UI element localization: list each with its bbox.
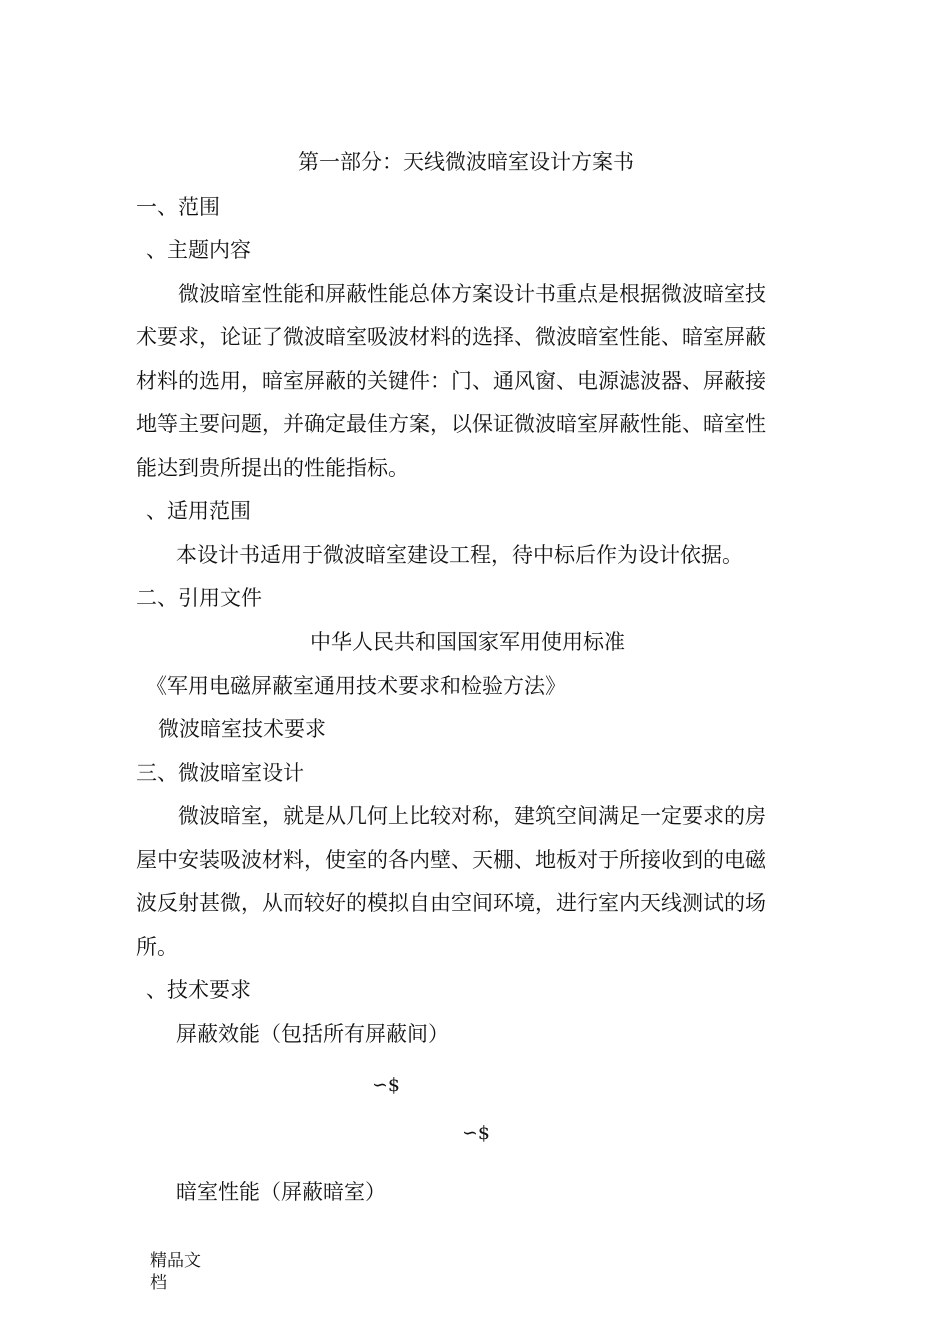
footer-text-line2: 档 — [150, 1273, 167, 1293]
symbol-line: ∽$ — [372, 1074, 401, 1096]
shielding-label: 屏蔽效能（包括所有屏蔽间） — [176, 1022, 449, 1046]
subsection-3-1-heading: 、技术要求 — [146, 978, 251, 1002]
section-2-heading: 二、引用文件 — [136, 586, 262, 610]
symbol-line: ∽$ — [462, 1122, 491, 1144]
standard-item: 微波暗室技术要求 — [158, 717, 326, 741]
section-3-heading: 三、微波暗室设计 — [136, 761, 304, 785]
paragraph-line: 材料的选用，暗室屏蔽的关键件：门、通风窗、电源滤波器、屏蔽接 — [136, 369, 766, 393]
standard-title: 中华人民共和国国家军用使用标准 — [310, 630, 625, 654]
doc-title: 第一部分：天线微波暗室设计方案书 — [298, 150, 634, 174]
paragraph-line: 能达到贵所提出的性能指标。 — [136, 456, 409, 480]
paragraph-line: 术要求，论证了微波暗室吸波材料的选择、微波暗室性能、暗室屏蔽 — [136, 325, 766, 349]
paragraph-line: 本设计书适用于微波暗室建设工程，待中标后作为设计依据。 — [176, 543, 743, 567]
subsection-1-2-heading: 、适用范围 — [146, 499, 251, 523]
paragraph-line: 微波暗室，就是从几何上比较对称，建筑空间满足一定要求的房 — [178, 804, 766, 828]
paragraph-line: 屋中安装吸波材料，使室的各内壁、天棚、地板对于所接收到的电磁 — [136, 848, 766, 872]
chamber-performance-label: 暗室性能（屏蔽暗室） — [176, 1180, 386, 1204]
footer-text-line1: 精品文 — [150, 1251, 201, 1271]
paragraph-line: 地等主要问题，并确定最佳方案，以保证微波暗室屏蔽性能、暗室性 — [136, 412, 766, 436]
section-1-heading: 一、范围 — [136, 195, 220, 219]
standard-name: 《军用电磁屏蔽室通用技术要求和检验方法》 — [146, 674, 566, 698]
paragraph-line: 波反射甚微，从而较好的模拟自由空间环境，进行室内天线测试的场 — [136, 891, 766, 915]
subsection-1-1-heading: 、主题内容 — [146, 238, 251, 262]
paragraph-line: 所。 — [136, 935, 178, 959]
paragraph-line: 微波暗室性能和屏蔽性能总体方案设计书重点是根据微波暗室技 — [178, 282, 766, 306]
